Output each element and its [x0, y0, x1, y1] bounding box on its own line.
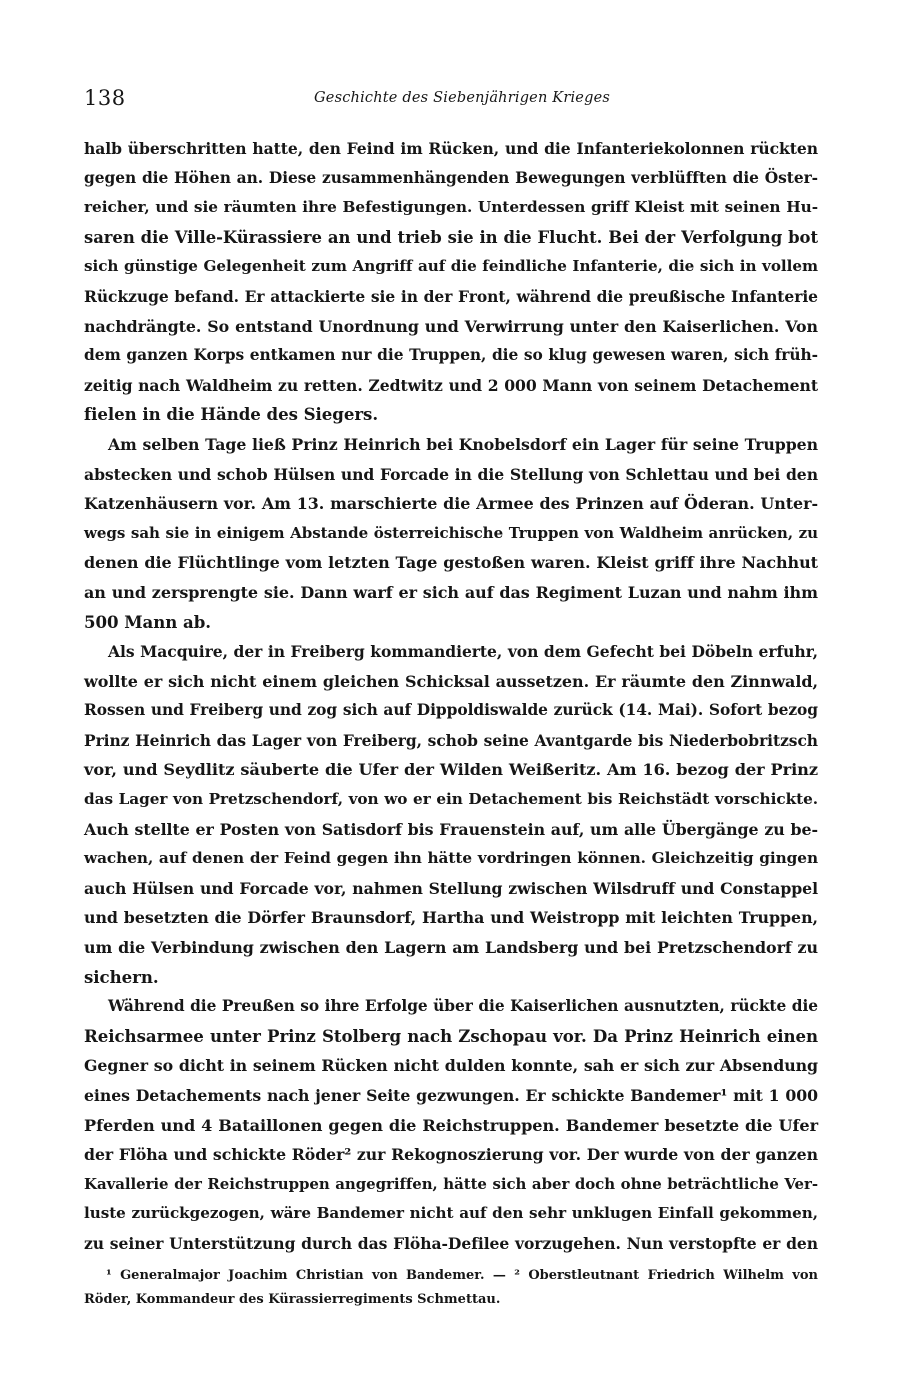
text-line: Als Macquire, der in Freiberg kommandierte, von dem Gefecht bei Döbeln erfuhr,	[108, 642, 818, 662]
text-line: gegen die Höhen an. Diese zusammenhängenden Bewegungen verblüfften die Öster-	[84, 168, 818, 187]
text-line: wegs sah sie in einigem Abstande österreichische Truppen von Waldheim anrücken, zu	[84, 523, 818, 542]
paragraph-3	[84, 637, 818, 992]
text-line: der Flöha und schickte Röder² zur Rekognoszierung vor. Der wurde von der ganzen	[84, 1145, 818, 1165]
text-line: zeitig nach Waldheim zu retten. Zedtwitz und 2 000 Mann von seinem Detachement	[84, 375, 818, 395]
paragraph-1	[84, 134, 818, 430]
text-line: Während die Preußen so ihre Erfolge über die Kaiserlichen ausnutzten, rückte die	[108, 997, 818, 1016]
page-number: 138	[84, 86, 126, 110]
text-line: Auch stellte er Posten von Satisdorf bis Frauenstein auf, um alle Übergänge zu be-	[84, 819, 818, 839]
text-line: wollte er sich nicht einem gleichen Schicksal aussetzen. Er räumte den Zinnwald,	[84, 671, 818, 691]
text-line: Kavallerie der Reichstruppen angegriffen, hätte sich aber doch ohne beträchtliche Ver-	[84, 1174, 818, 1193]
text-line: Reichsarmee unter Prinz Stolberg nach Zschopau vor. Da Prinz Heinrich einen	[84, 1025, 818, 1046]
text-line: dem ganzen Korps entkamen nur die Truppen, die so klug gewesen waren, sich früh-	[84, 346, 818, 365]
text-line: auch Hülsen und Forcade vor, nahmen Stellung zwischen Wilsdruff und Constappel	[84, 878, 818, 898]
paragraph-2	[84, 430, 818, 637]
body-text	[84, 134, 818, 1259]
text-line: sich günstige Gelegenheit zum Angriff auf die feindliche Infanterie, die sich in vollem	[84, 257, 818, 276]
text-line: nachdrängte. So entstand Unordnung und Verwirrung unter den Kaiserlichen. Von	[84, 316, 818, 336]
page-header	[84, 84, 818, 116]
footnotes	[84, 1264, 818, 1312]
footnote-line: Röder, Kommandeur des Kürassierregiments Schmettau.	[84, 1292, 501, 1307]
running-title: Geschichte des Siebenjährigen Krieges	[314, 90, 610, 106]
text-line: um die Verbindung zwischen den Lagern am Landsberg und bei Pretzschendorf zu	[84, 938, 818, 958]
text-line: denen die Flüchtlinge vom letzten Tage gestoßen waren. Kleist griff ihre Nachhut	[84, 553, 818, 573]
text-line: Rückzuge befand. Er attackierte sie in der Front, während die preußische Infanterie	[84, 286, 818, 306]
text-line: und besetzten die Dörfer Braunsdorf, Hartha und Weistropp mit leichten Truppen,	[84, 908, 818, 928]
text-line: Rossen und Freiberg und zog sich auf Dippoldiswalde zurück (14. Mai). Sofort bezog	[84, 701, 818, 720]
text-line: fielen in die Hände des Siegers.	[84, 404, 379, 425]
text-line: eines Detachements nach jener Seite gezwungen. Er schickte Bandemer¹ mit 1 000	[84, 1086, 818, 1105]
text-line: Katzenhäusern vor. Am 13. marschierte die Armee des Prinzen auf Öderan. Unter-	[84, 494, 818, 514]
text-line: reicher, und sie räumten ihre Befestigungen. Unterdessen griff Kleist mit seinen Hu-	[84, 198, 818, 217]
text-line: sichern.	[84, 966, 159, 987]
text-line: Prinz Heinrich das Lager von Freiberg, schob seine Avantgarde bis Niederbobritzsch	[84, 730, 818, 750]
text-line: vor, und Seydlitz säuberte die Ufer der Wilden Weißeritz. Am 16. bezog der Prinz	[84, 760, 818, 780]
text-line: halb überschritten hatte, den Feind im Rücken, und die Infanteriekolonnen rückten	[84, 139, 818, 158]
paragraph-4	[84, 992, 818, 1258]
text-line: Gegner so dicht in seinem Rücken nicht dulden konnte, sah er sich zur Absendung	[84, 1056, 818, 1076]
text-line: das Lager von Pretzschendorf, von wo er ein Detachement bis Reichstädt vorschickte.	[84, 790, 818, 809]
text-line: saren die Ville-Kürassiere an und trieb sie in die Flucht. Bei der Verfolgung bot	[84, 227, 818, 247]
footnote-line: ¹ Generalmajor Joachim Christian von Bandemer. — ² Oberstleutnant Friedrich Wilhelm von	[106, 1268, 818, 1283]
text-line: Am selben Tage ließ Prinz Heinrich bei Knobelsdorf ein Lager für seine Truppen	[108, 434, 818, 454]
text-line: abstecken und schob Hülsen und Forcade in die Stellung von Schlettau und bei den	[84, 464, 818, 484]
text-line: wachen, auf denen der Feind gegen ihn hätte vordringen können. Gleichzeitig gingen	[84, 849, 818, 868]
text-line: 500 Mann ab.	[84, 611, 211, 632]
text-line: luste zurückgezogen, wäre Bandemer nicht auf den sehr unklugen Einfall gekommen,	[84, 1204, 818, 1223]
text-line: zu seiner Unterstützung durch das Flöha-Defilee vorzugehen. Nun verstopfte er den	[84, 1233, 818, 1253]
text-line: an und zersprengte sie. Dann warf er sich auf das Regiment Luzan und nahm ihm	[84, 582, 818, 602]
text-line: Pferden und 4 Bataillonen gegen die Reichstruppen. Bandemer besetzte die Ufer	[84, 1115, 818, 1135]
